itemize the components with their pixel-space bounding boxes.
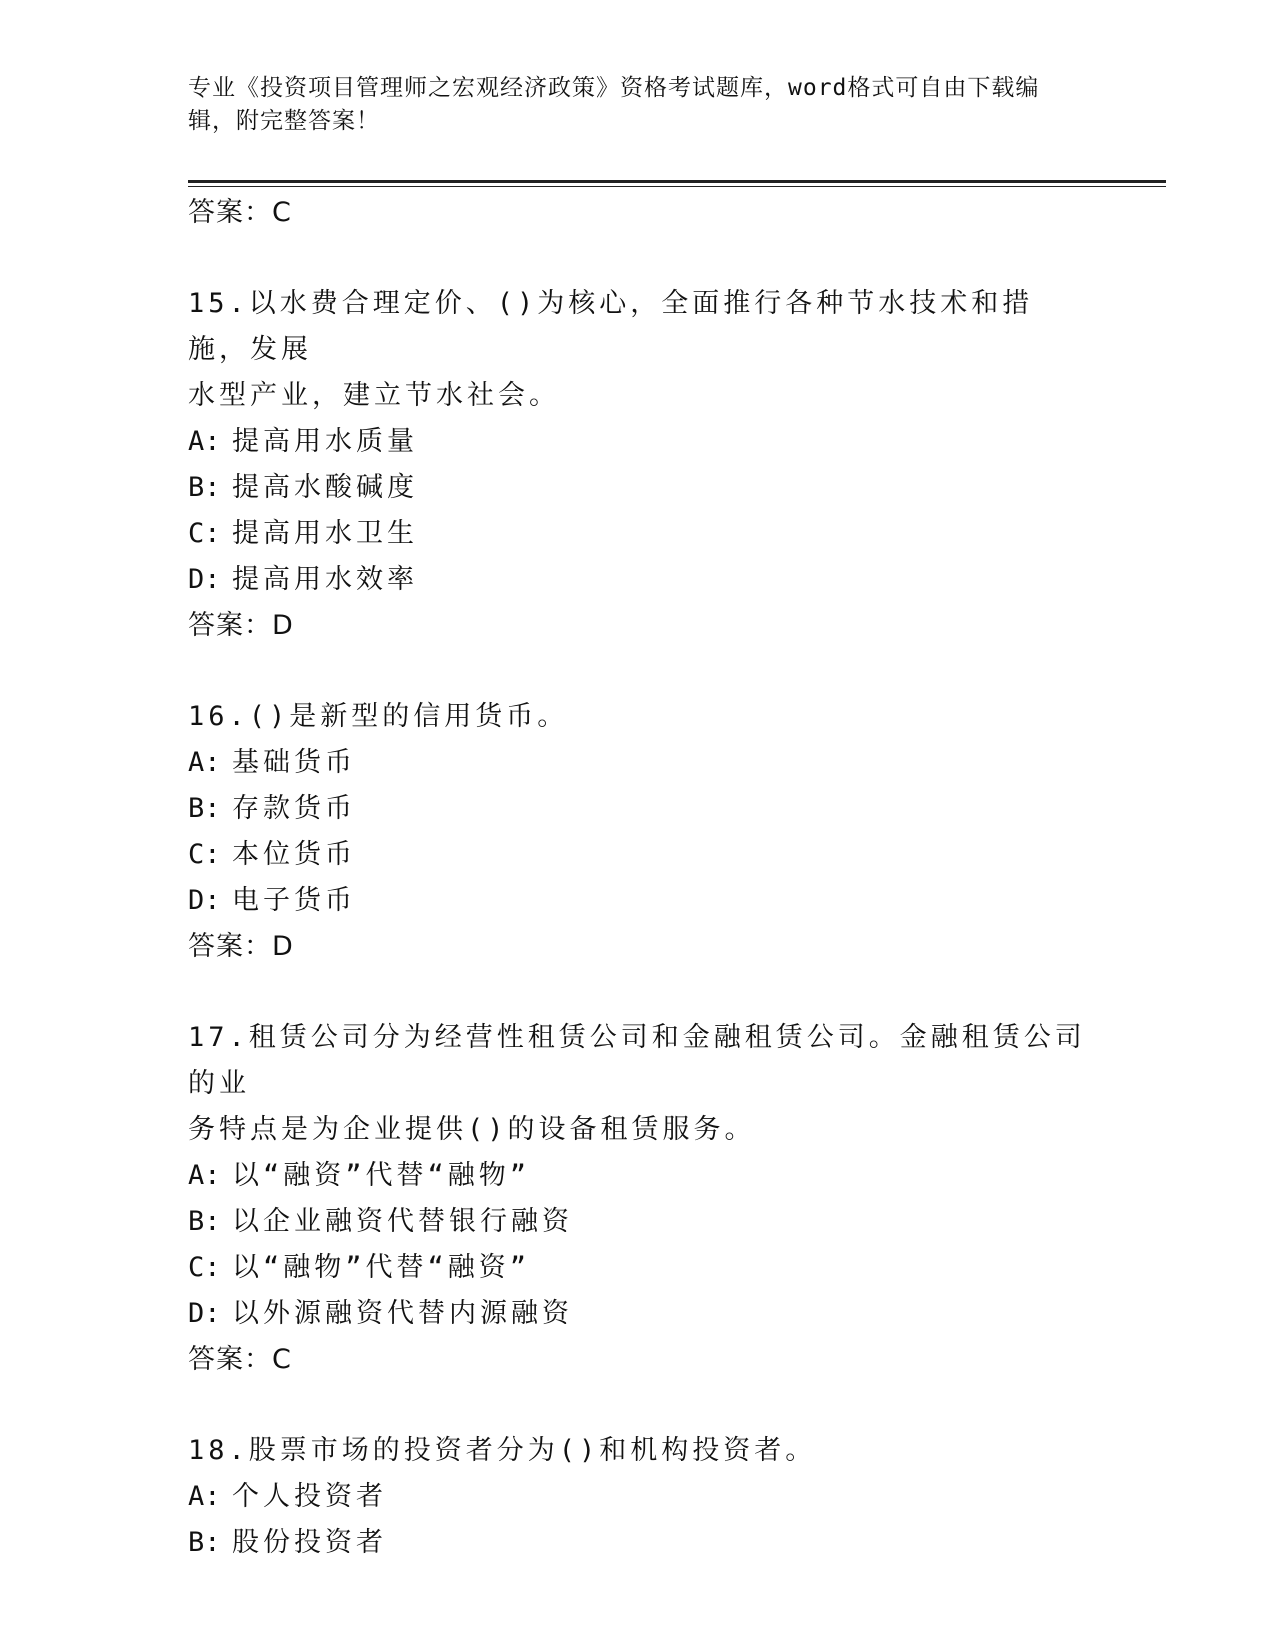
option-b xyxy=(188,465,1088,511)
option-letter: A: xyxy=(188,1481,221,1512)
answer: 答案：C xyxy=(188,1344,292,1375)
header-line-1: 专业《投资项目管理师之宏观经济政策》资格考试题库，word格式可自由下载编 xyxy=(188,75,1040,101)
answer: 答案：D xyxy=(188,610,294,641)
option-d xyxy=(188,878,1088,924)
option-text: 股份投资者 xyxy=(232,1527,387,1558)
option-letter: B: xyxy=(188,1206,221,1237)
option-text: 存款货币 xyxy=(232,793,356,824)
option-letter: C: xyxy=(188,839,221,870)
question-text-line-1: 17.租赁公司分为经营性租赁公司和金融租赁公司。金融租赁公司的业 xyxy=(188,1022,1086,1099)
option-b xyxy=(188,1520,1088,1566)
question-text-line-2: 水型产业，建立节水社会。 xyxy=(188,380,560,411)
question-16 xyxy=(188,694,1088,970)
question-17 xyxy=(188,1015,1088,1383)
option-text: 本位货币 xyxy=(232,839,356,870)
option-text: 提高水酸碱度 xyxy=(232,472,418,503)
option-letter: A: xyxy=(188,426,221,457)
option-letter: C: xyxy=(188,1252,221,1283)
header-line-2: 辑，附完整答案！ xyxy=(188,108,380,134)
option-b xyxy=(188,786,1088,832)
option-c xyxy=(188,511,1088,557)
option-letter: B: xyxy=(188,793,221,824)
option-c xyxy=(188,1245,1088,1291)
question-list xyxy=(188,190,1088,1566)
question-18 xyxy=(188,1428,1088,1566)
option-letter: D: xyxy=(188,564,221,595)
answer: 答案：D xyxy=(188,931,294,962)
option-b xyxy=(188,1199,1088,1245)
option-letter: D: xyxy=(188,885,221,916)
option-letter: D: xyxy=(188,1298,221,1329)
option-letter: A: xyxy=(188,1160,221,1191)
option-letter: B: xyxy=(188,1527,221,1558)
question-text-line-1: 18.股票市场的投资者分为()和机构投资者。 xyxy=(188,1435,817,1466)
option-text: 以“融物”代替“融资” xyxy=(232,1252,531,1283)
option-d xyxy=(188,557,1088,603)
option-text: 以“融资”代替“融物” xyxy=(232,1160,531,1191)
question-text-line-1: 16.()是新型的信用货币。 xyxy=(188,701,569,732)
option-text: 提高用水效率 xyxy=(232,564,418,595)
option-letter: A: xyxy=(188,747,221,778)
header-divider-thick xyxy=(188,180,1166,183)
previous-answer: 答案：C xyxy=(188,197,292,228)
header-divider-thin xyxy=(188,186,1166,187)
option-text: 提高用水卫生 xyxy=(232,518,418,549)
option-a xyxy=(188,419,1088,465)
option-text: 提高用水质量 xyxy=(232,426,418,457)
option-a xyxy=(188,1153,1088,1199)
option-a xyxy=(188,1474,1088,1520)
option-a xyxy=(188,740,1088,786)
question-text-line-1: 15.以水费合理定价、()为核心，全面推行各种节水技术和措施，发展 xyxy=(188,288,1034,365)
option-text: 个人投资者 xyxy=(232,1481,387,1512)
document-header xyxy=(188,72,1088,138)
question-15 xyxy=(188,281,1088,649)
option-letter: C: xyxy=(188,518,221,549)
option-text: 以外源融资代替内源融资 xyxy=(232,1298,573,1329)
option-text: 基础货币 xyxy=(232,747,356,778)
option-text: 电子货币 xyxy=(232,885,356,916)
option-c xyxy=(188,832,1088,878)
option-text: 以企业融资代替银行融资 xyxy=(232,1206,573,1237)
option-letter: B: xyxy=(188,472,221,503)
option-d xyxy=(188,1291,1088,1337)
question-text-line-2: 务特点是为企业提供()的设备租赁服务。 xyxy=(188,1114,756,1145)
